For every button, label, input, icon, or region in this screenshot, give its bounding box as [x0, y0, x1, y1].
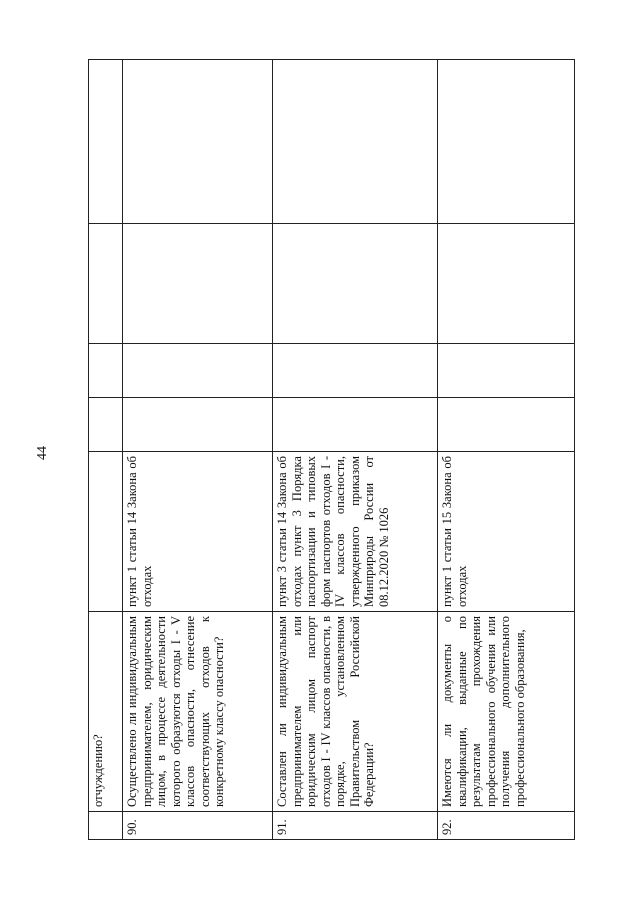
legal-basis-cell: пункт 1 статьи 15 Закона об отходах — [438, 452, 575, 612]
not-applicable-cell — [273, 224, 438, 344]
answer-no-cell — [123, 344, 273, 398]
answer-yes-cell — [89, 398, 123, 452]
note-cell — [123, 60, 273, 224]
row-number-cell: 92. — [438, 812, 575, 840]
table-row — [438, 60, 575, 840]
page-number: 44 — [35, 446, 50, 460]
legal-basis-cell: пункт 1 статьи 14 Закона об отходах — [123, 452, 273, 612]
answer-yes-cell — [273, 398, 438, 452]
not-applicable-cell — [89, 224, 123, 344]
answer-no-cell — [438, 344, 575, 398]
not-applicable-cell — [123, 224, 273, 344]
question-cell: Осуществлено ли индивидуальным предпринимателем, юридическим лицом, в процессе деятельности которого образуются отходы I - V классов опасности, отнесение соответствующих отходов к конкретному классу опасности? — [123, 612, 273, 812]
legal-basis-cell — [89, 452, 123, 612]
checklist-table-rotated — [88, 60, 574, 840]
table-row — [273, 60, 438, 840]
row-number-cell — [89, 812, 123, 840]
answer-no-cell — [273, 344, 438, 398]
row-number-cell: 91. — [273, 812, 438, 840]
note-cell — [273, 60, 438, 224]
legal-basis-cell: пункт 3 статьи 14 Закона об отходах пункт 3 Порядка паспортизации и типовых форм паспортов отходов I - IV классов опасности, утвержденного приказом Минприроды России от 08.12.2020 № 1026 — [273, 452, 438, 612]
row-number-cell: 90. — [123, 812, 273, 840]
table-row — [123, 60, 273, 840]
answer-yes-cell — [123, 398, 273, 452]
note-cell — [438, 60, 575, 224]
note-cell — [89, 60, 123, 224]
answer-no-cell — [89, 344, 123, 398]
answer-yes-cell — [438, 398, 575, 452]
not-applicable-cell — [438, 224, 575, 344]
question-cell: Составлен ли индивидуальным предпринимателем или юридическим лицом паспорт отходов I - IV классов опасности, в порядке, установленном Правительством Российской Федерации? — [273, 612, 438, 812]
question-cell: Имеются ли документы о квалификации, выданные по результатам прохождения профессионального обучения или получения дополнительного профессионального образования, — [438, 612, 575, 812]
question-cell: отчуждению? — [89, 612, 123, 812]
checklist-table — [88, 59, 575, 840]
table-row-continuation — [89, 60, 123, 840]
